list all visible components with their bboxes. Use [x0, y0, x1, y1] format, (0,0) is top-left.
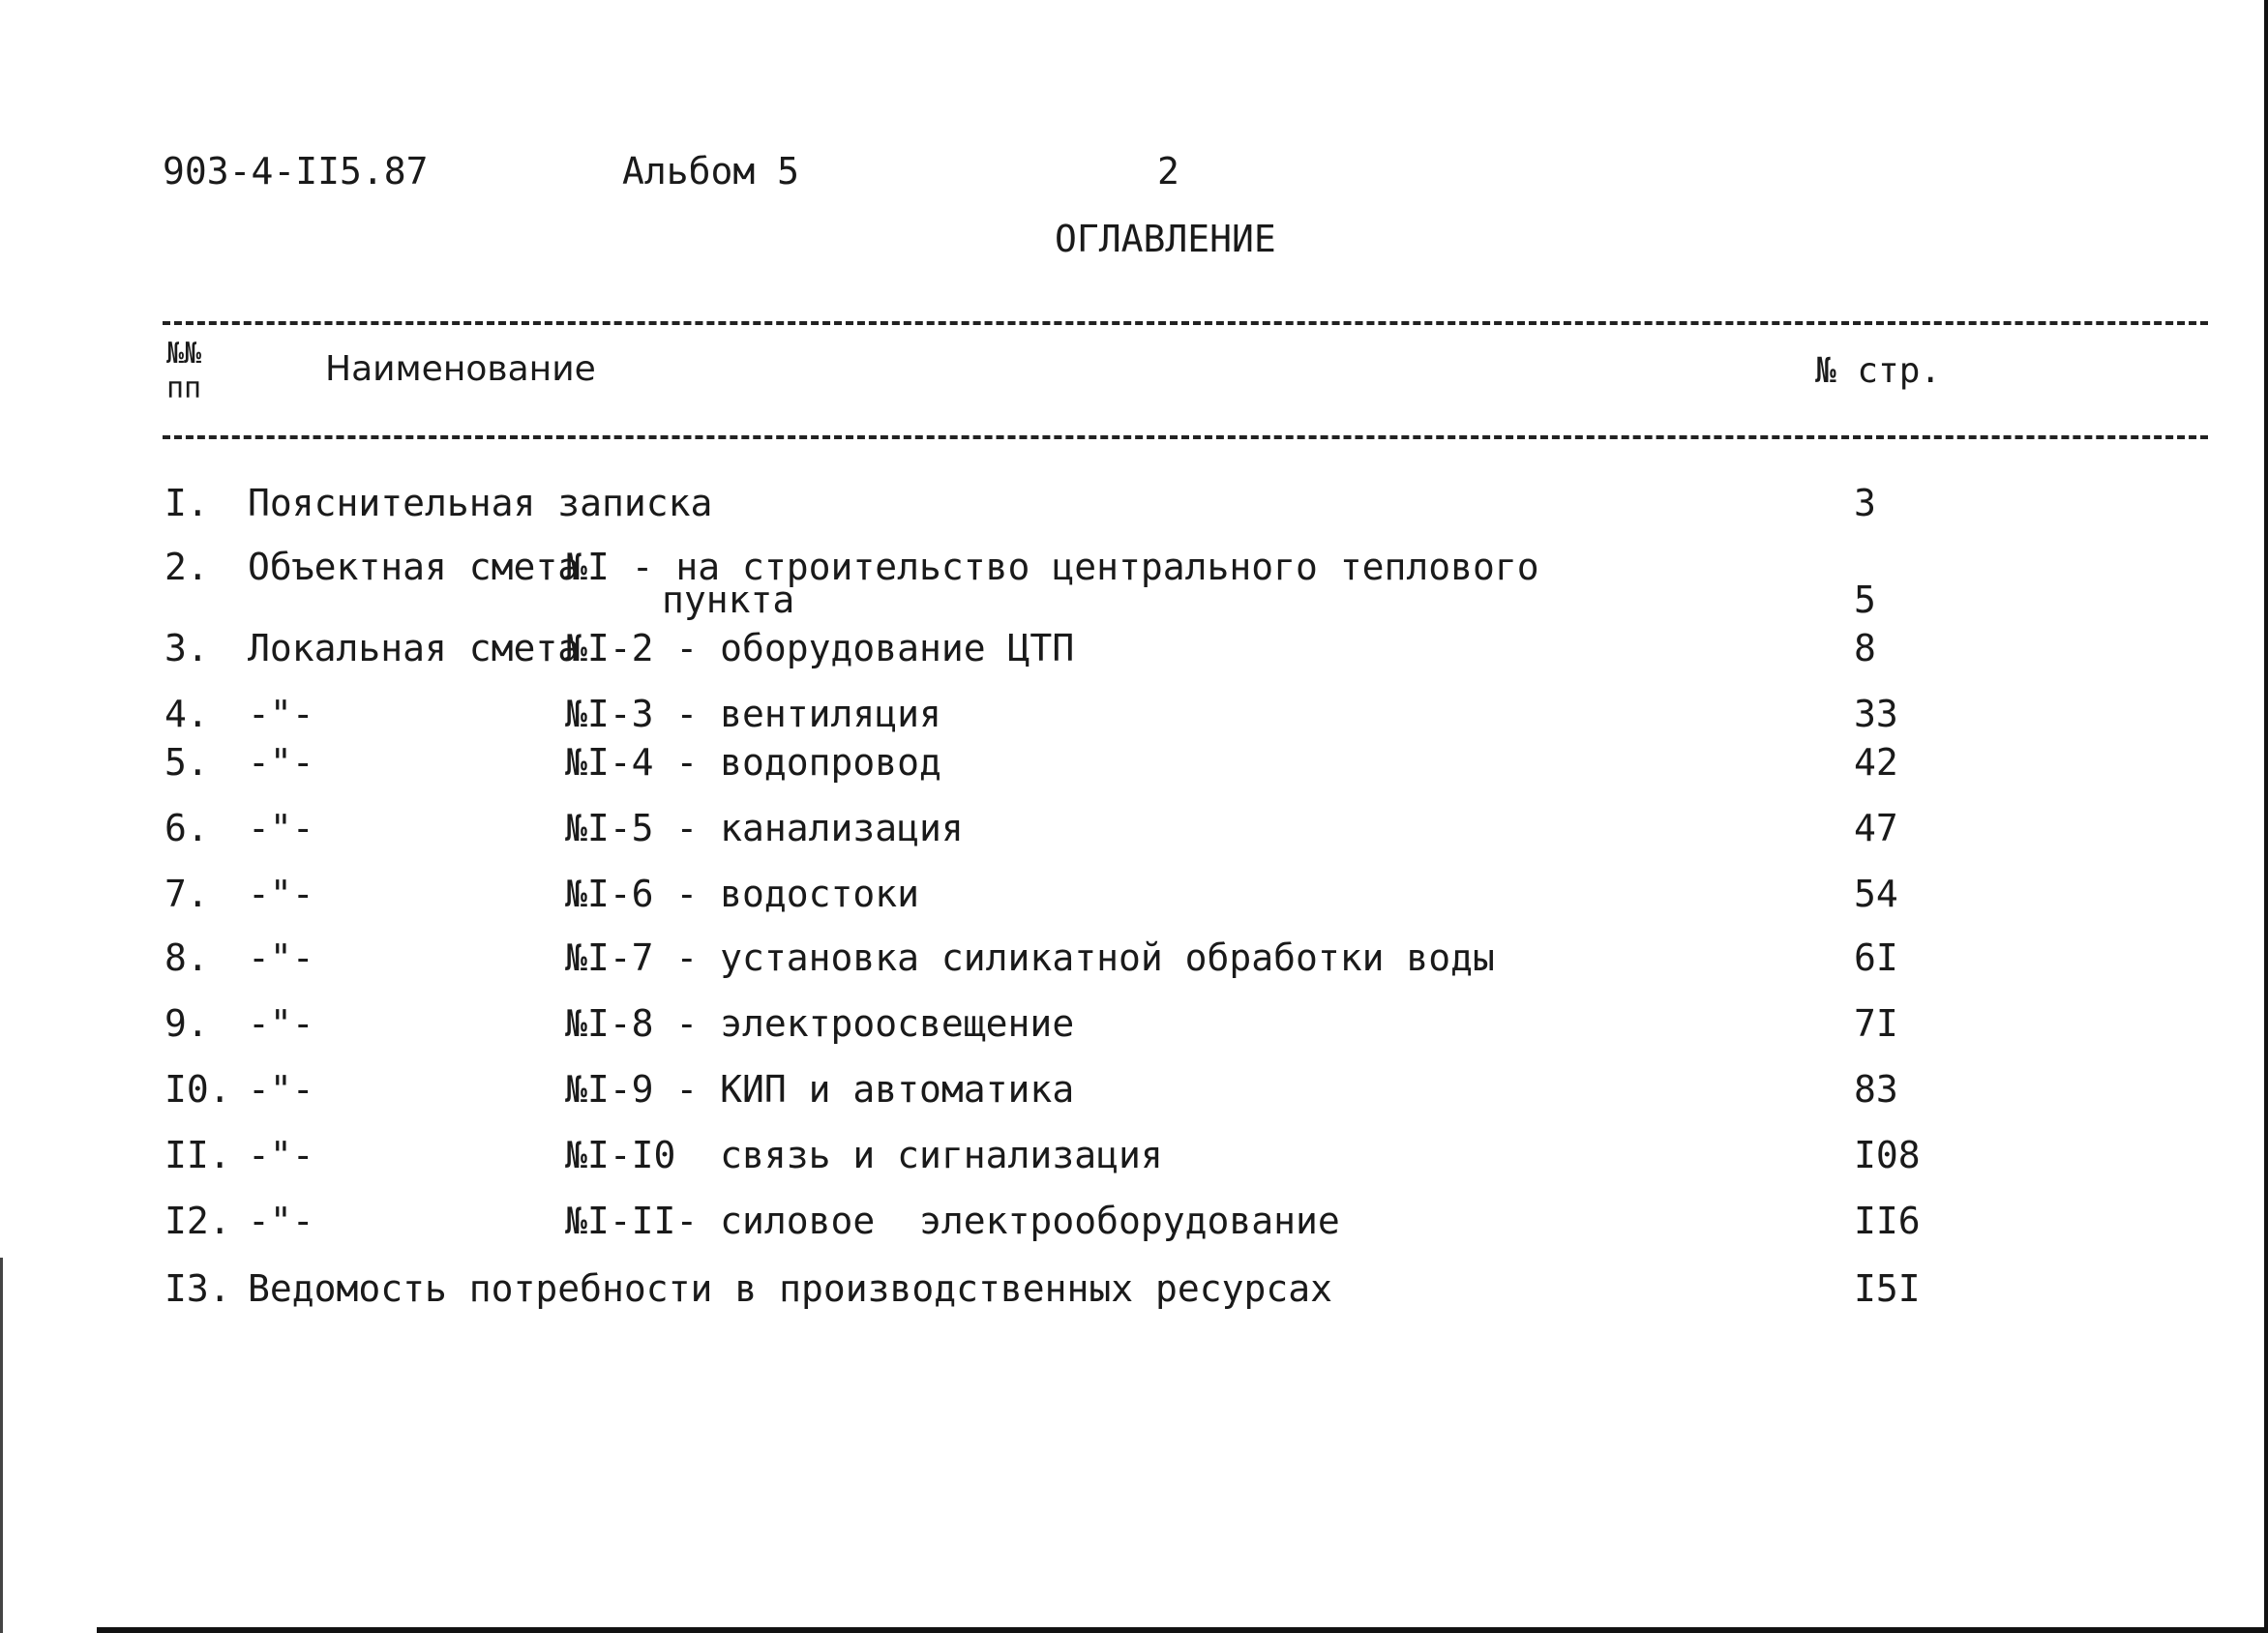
row-number: 8. — [164, 936, 209, 979]
row-name: -"- — [248, 741, 314, 784]
row-number: 9. — [164, 1002, 209, 1045]
row-name: -"- — [248, 1068, 314, 1111]
row-page: 47 — [1854, 807, 1898, 849]
row-page: II6 — [1854, 1200, 1921, 1242]
row-estimate-ref: №I-7 - установка силикатной обработки воды — [565, 936, 1495, 979]
row-page: I08 — [1854, 1134, 1921, 1176]
row-number: II. — [164, 1134, 231, 1176]
page-number: 2 — [1157, 150, 1179, 193]
album-label: Альбом 5 — [622, 150, 800, 193]
row-number: I. — [164, 482, 209, 524]
page-title: ОГЛАВЛЕНИЕ — [1055, 218, 1276, 260]
row-name: Пояснительная записка — [248, 482, 713, 524]
table-row — [0, 936, 2268, 983]
scan-edge-left — [0, 1258, 3, 1633]
row-number: I3. — [164, 1267, 231, 1310]
row-estimate-ref: №I-4 - водопровод — [565, 741, 941, 784]
row-page: 42 — [1854, 741, 1898, 784]
row-page: 5 — [1854, 579, 1876, 621]
row-estimate-ref: №I-3 - вентиляция — [565, 693, 941, 735]
row-name: -"- — [248, 1200, 314, 1242]
row-number: 4. — [164, 693, 209, 735]
row-page: 6I — [1854, 936, 1898, 979]
row-continuation: пункта — [662, 579, 795, 621]
row-page: 33 — [1854, 693, 1898, 735]
document-code: 903-4-II5.87 — [163, 150, 429, 193]
table-row — [0, 807, 2268, 853]
table-row — [0, 627, 2268, 673]
row-page: I5I — [1854, 1267, 1921, 1310]
table-top-rule — [163, 321, 2208, 325]
scan-edge-right — [2264, 0, 2268, 1633]
table-row — [0, 741, 2268, 787]
row-estimate-ref: №I-I0 связь и сигнализация — [565, 1134, 1163, 1176]
row-name: -"- — [248, 936, 314, 979]
row-name: Объектная смета — [248, 546, 581, 588]
row-name: -"- — [248, 1002, 314, 1045]
table-row — [0, 1134, 2268, 1180]
table-header-rule — [163, 435, 2208, 439]
row-name: Ведомость потребности в производственных ресурсах — [248, 1267, 1333, 1310]
table-row — [0, 693, 2268, 739]
row-number: 7. — [164, 873, 209, 915]
row-page: 7I — [1854, 1002, 1898, 1045]
row-name: -"- — [248, 873, 314, 915]
scan-edge-bottom — [97, 1627, 2268, 1633]
row-number: 5. — [164, 741, 209, 784]
column-header-name: Наименование — [325, 349, 596, 389]
table-row — [0, 1068, 2268, 1114]
row-number: 3. — [164, 627, 209, 669]
column-header-page: № стр. — [1815, 351, 1942, 391]
row-number: I2. — [164, 1200, 231, 1242]
row-name: -"- — [248, 1134, 314, 1176]
row-estimate-ref: №I-II- силовое электрооборудование — [565, 1200, 1340, 1242]
table-row — [0, 482, 2268, 528]
row-number: I0. — [164, 1068, 231, 1111]
row-estimate-ref: №I-2 - оборудование ЦТП — [565, 627, 1075, 669]
row-number: 2. — [164, 546, 209, 588]
table-row — [0, 546, 2268, 621]
row-estimate-ref: №I - на строительство центрального теплового — [565, 546, 1539, 588]
row-name: -"- — [248, 807, 314, 849]
row-number: 6. — [164, 807, 209, 849]
row-estimate-ref: №I-5 - канализация — [565, 807, 964, 849]
row-page: 54 — [1854, 873, 1898, 915]
row-estimate-ref: №I-9 - КИП и автоматика — [565, 1068, 1075, 1111]
row-name: Локальная смета — [248, 627, 581, 669]
column-header-number: №№ пп — [166, 337, 202, 405]
row-page: 83 — [1854, 1068, 1898, 1111]
row-page: 8 — [1854, 627, 1876, 669]
table-row — [0, 1267, 2268, 1314]
table-row — [0, 1002, 2268, 1049]
table-row — [0, 1200, 2268, 1246]
row-estimate-ref: №I-8 - электроосвещение — [565, 1002, 1075, 1045]
table-row — [0, 873, 2268, 919]
row-name: -"- — [248, 693, 314, 735]
row-estimate-ref: №I-6 - водостоки — [565, 873, 920, 915]
row-page: 3 — [1854, 482, 1876, 524]
